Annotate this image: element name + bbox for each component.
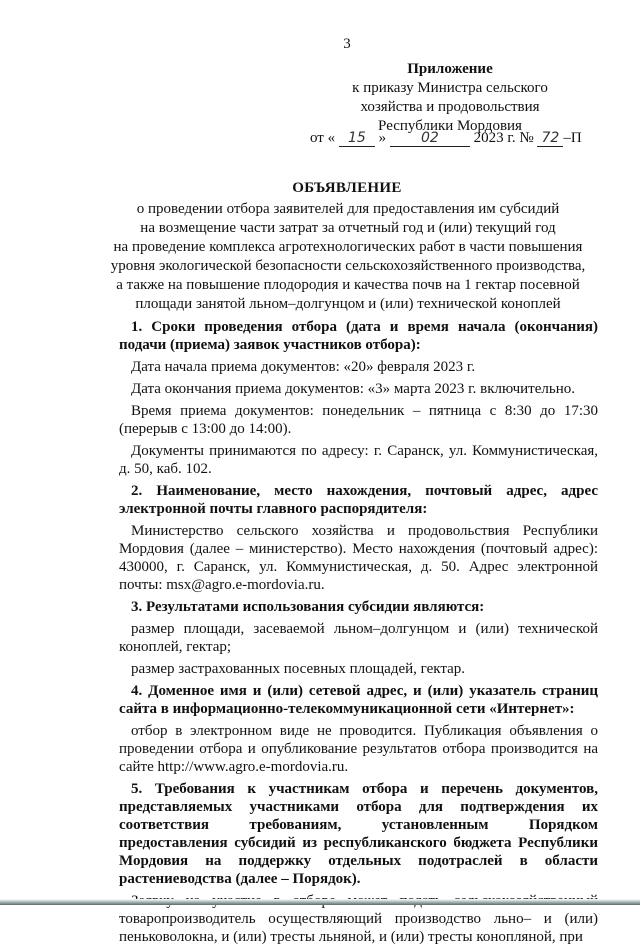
section-4-heading: 4. Доменное имя и (или) сетевой адрес, и (или) указатель страниц сайта в информационно-телекоммуникационной сети «Интернет»:	[119, 683, 598, 717]
section-4-paragraph: отбор в электронном виде не проводится. Публикация объявления о проведении отбора и опубликование результатов отбора производится на сайте http://www.agro.e-mordovia.ru.	[119, 723, 598, 775]
appendix-line: к приказу Министра сельского	[352, 80, 548, 96]
page-number: 3	[343, 36, 351, 52]
section-3-heading: 3. Результатами использования субсидии являются:	[131, 599, 485, 615]
handwritten-month: 02	[390, 130, 470, 147]
scan-edge	[0, 899, 640, 905]
section-1-paragraph: Дата окончания приема документов: «3» марта 2023 г. включительно.	[131, 381, 575, 397]
section-1-paragraph: Дата начала приема документов: «20» февраля 2023 г.	[131, 359, 476, 375]
subtitle-line: площади занятой льном–долгунцом и (или) технической коноплей	[135, 296, 561, 312]
section-3-paragraph: размер площади, засеваемой льном–долгунцом и (или) технической коноплей, гектар;	[119, 621, 598, 655]
subtitle-line: на возмещение части затрат за отчетный год и (или) текущий год	[140, 220, 556, 236]
subtitle-line: уровня экологической безопасности сельскохозяйственного производства,	[110, 258, 586, 274]
subtitle-line: о проведении отбора заявителей для предоставления им субсидий	[136, 201, 560, 217]
appendix-line: Республики Мордовия	[378, 118, 522, 134]
appendix-block	[300, 60, 600, 136]
section-2-heading: 2. Наименование, место нахождения, почтовый адрес, адрес электронной почты главного распорядителя:	[119, 483, 598, 517]
appendix-line: хозяйства и продовольствия	[360, 99, 540, 115]
section-3-paragraph: размер застрахованных посевных площадей, гектар.	[131, 661, 465, 677]
date-mid: »	[378, 130, 387, 146]
announcement-subtitle	[90, 200, 606, 314]
handwritten-number: 72	[537, 130, 563, 147]
subtitle-line: а также на повышение плодородия и качества почв на 1 гектар посевной	[116, 277, 580, 293]
year-text: 2023 г. №	[473, 130, 534, 146]
announcement-title: ОБЪЯВЛЕНИЕ	[292, 180, 402, 196]
section-2-paragraph: Министерство сельского хозяйства и продовольствия Республики Мордовия (далее – министерство). Место нахождения (почтовый адрес): 430000, г. Саранск, ул. Коммунистическая, д. 50. Адрес электронной почты: msx@agro.e-mordovia.ru.	[119, 523, 598, 593]
section-5-paragraph: товаропроизводитель осуществляющий производство льно– и (или) пеньковолокна, и (или) тресты льняной, и (или) тресты конопляной, при	[119, 911, 598, 945]
section-1-heading: 1. Сроки проведения отбора (дата и время начала (окончания) подачи (приема) заявок участников отбора):	[119, 319, 598, 353]
order-reference	[310, 130, 582, 147]
section-1-paragraph: Документы принимаются по адресу: г. Саранск, ул. Коммунистическая, д. 50, каб. 102.	[119, 443, 598, 477]
handwritten-day: 15	[339, 130, 375, 147]
subtitle-line: на проведение комплекса агротехнологических работ в части повышения	[113, 239, 583, 255]
document-body	[119, 318, 598, 950]
order-suffix: –П	[563, 130, 582, 146]
section-5-heading: 5. Требования к участникам отбора и перечень документов, представляемых участниками отбора для подтверждения их соответствия требованиям, установленным Порядком предоставления субсидий из республиканского бюджета Республики Мордовия на поддержку отдельных подотраслей в области растениеводства (далее – Порядок).	[119, 781, 598, 887]
appendix-title: Приложение	[407, 61, 493, 77]
date-prefix: от «	[310, 130, 336, 146]
section-1-paragraph: Время приема документов: понедельник – пятница с 8:30 до 17:30 (перерыв с 13:00 до 14:00).	[119, 403, 598, 437]
